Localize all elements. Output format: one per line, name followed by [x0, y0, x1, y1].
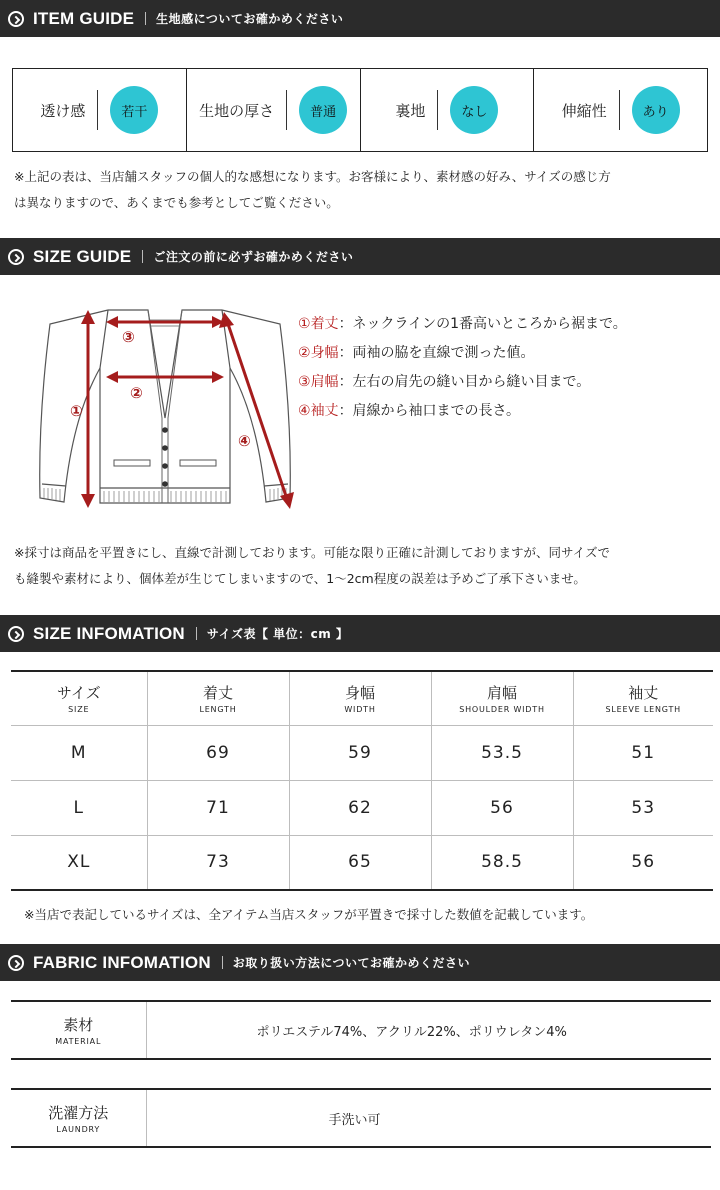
def-term: 着丈 — [310, 316, 339, 332]
size-info-note: ※当店で表記しているサイズは、全アイテム当店スタッフが平置きで採寸した数値を記載しています。 — [24, 907, 594, 922]
table-row — [11, 725, 713, 780]
divider — [196, 627, 197, 640]
chevron-circle-icon — [8, 11, 24, 27]
body-outline — [100, 310, 230, 503]
definition-shoulder — [298, 368, 627, 397]
cell: 71 — [147, 780, 289, 835]
col-length: 着丈 LENGTH — [147, 671, 289, 725]
section-title: SIZE GUIDE — [33, 246, 132, 266]
diagram-label-shoulder: ③ — [122, 328, 135, 346]
laundry-table — [11, 1088, 711, 1148]
laundry-value: 手洗い可 — [146, 1089, 711, 1147]
cell: XL — [11, 835, 147, 890]
guide-cell-stretch — [533, 69, 707, 151]
table-row — [11, 780, 713, 835]
def-num: ① — [298, 316, 311, 332]
definition-width — [298, 339, 627, 368]
cardigan-diagram — [30, 298, 300, 518]
guide-badge: あり — [632, 86, 680, 134]
col-shoulder: 肩幅 SHOULDER WIDTH — [431, 671, 573, 725]
measurement-definitions — [298, 310, 627, 426]
cell: 53 — [573, 780, 713, 835]
section-title: ITEM GUIDE — [33, 8, 135, 28]
def-term: 袖丈 — [310, 403, 339, 419]
cell: 56 — [573, 835, 713, 890]
guide-badge: 若干 — [110, 86, 158, 134]
cell: 59 — [289, 725, 431, 780]
guide-badge: 普通 — [299, 86, 347, 134]
table-row — [11, 1001, 711, 1059]
section-subtitle: お取り扱い方法についてお確かめください — [232, 956, 471, 970]
guide-cell-lining — [360, 69, 534, 151]
laundry-label: 洗濯方法 LAUNDRY — [11, 1089, 146, 1147]
cell: L — [11, 780, 147, 835]
col-size: サイズ SIZE — [11, 671, 147, 725]
def-term: 身幅 — [310, 345, 339, 361]
guide-label: 透け感 — [40, 101, 86, 120]
item-guide-table — [12, 68, 708, 152]
section-subtitle: ご注文の前に必ずお確かめください — [153, 250, 354, 264]
note-line: も縫製や素材により、個体差が生じてしまいますので、1〜2cm程度の誤差は予めご了承下さいませ。 — [14, 571, 586, 586]
divider — [222, 956, 223, 969]
divider — [97, 90, 98, 130]
size-guide-note — [14, 540, 610, 592]
guide-label: 生地の厚さ — [199, 101, 275, 120]
note-line: は異なりますので、あくまでも参考としてご覧ください。 — [14, 195, 339, 210]
divider — [286, 90, 287, 130]
pocket — [114, 460, 150, 466]
section-subtitle: 生地感についてお確かめください — [156, 12, 344, 26]
cell: 62 — [289, 780, 431, 835]
size-guide-header — [0, 238, 720, 275]
divider — [142, 250, 143, 263]
table-row — [11, 1089, 711, 1147]
material-value: ポリエステル74%、アクリル22%、ポリウレタン4% — [146, 1001, 711, 1059]
divider — [437, 90, 438, 130]
definition-length — [298, 310, 627, 339]
definition-sleeve — [298, 397, 627, 426]
note-line: ※採寸は商品を平置きにし、直線で計測しております。可能な限り正確に計測しておりますが、同サイズで — [14, 545, 610, 560]
cell: 69 — [147, 725, 289, 780]
section-subtitle: サイズ表【 単位：cm 】 — [206, 627, 349, 641]
def-num: ④ — [298, 403, 311, 419]
col-sleeve: 袖丈 SLEEVE LENGTH — [573, 671, 713, 725]
cell: 65 — [289, 835, 431, 890]
material-label: 素材 MATERIAL — [11, 1001, 146, 1059]
guide-cell-sheer — [13, 69, 186, 151]
sleeve-arrow — [226, 318, 288, 502]
guide-cell-thickness — [186, 69, 360, 151]
pocket — [180, 460, 216, 466]
chevron-circle-icon — [8, 249, 24, 265]
size-table — [11, 670, 713, 891]
cell: 51 — [573, 725, 713, 780]
table-row — [11, 835, 713, 890]
note-line: ※上記の表は、当店舗スタッフの個人的な感想になります。お客様により、素材感の好み、サイズの感じ方 — [14, 169, 611, 184]
material-table — [11, 1000, 711, 1060]
table-header-row — [11, 671, 713, 725]
diagram-label-width: ② — [130, 384, 143, 402]
col-width: 身幅 WIDTH — [289, 671, 431, 725]
guide-badge: なし — [450, 86, 498, 134]
section-title: FABRIC INFOMATION — [33, 952, 211, 972]
divider — [145, 12, 146, 25]
def-term: 肩幅 — [310, 374, 339, 390]
item-guide-note — [14, 164, 611, 216]
def-num: ③ — [298, 374, 311, 390]
cell: 58.5 — [431, 835, 573, 890]
guide-label: 裏地 — [395, 101, 426, 120]
cell: 73 — [147, 835, 289, 890]
def-desc: ：左右の肩先の縫い目から縫い目まで。 — [338, 374, 591, 390]
chevron-circle-icon — [8, 955, 24, 971]
item-guide-header — [0, 0, 720, 37]
diagram-label-sleeve: ④ — [238, 432, 251, 450]
chevron-circle-icon — [8, 626, 24, 642]
cell: 53.5 — [431, 725, 573, 780]
def-desc: ：ネックラインの1番高いところから裾まで。 — [338, 316, 627, 332]
cell: 56 — [431, 780, 573, 835]
diagram-label-length: ① — [70, 402, 83, 420]
def-desc: ：肩線から袖口までの長さ。 — [338, 403, 521, 419]
cell: M — [11, 725, 147, 780]
def-desc: ：両袖の脇を直線で測った値。 — [338, 345, 535, 361]
section-title: SIZE INFOMATION — [33, 623, 185, 643]
fabric-info-header — [0, 944, 720, 981]
size-info-header — [0, 615, 720, 652]
def-num: ② — [298, 345, 311, 361]
guide-label: 伸縮性 — [561, 101, 607, 120]
divider — [619, 90, 620, 130]
